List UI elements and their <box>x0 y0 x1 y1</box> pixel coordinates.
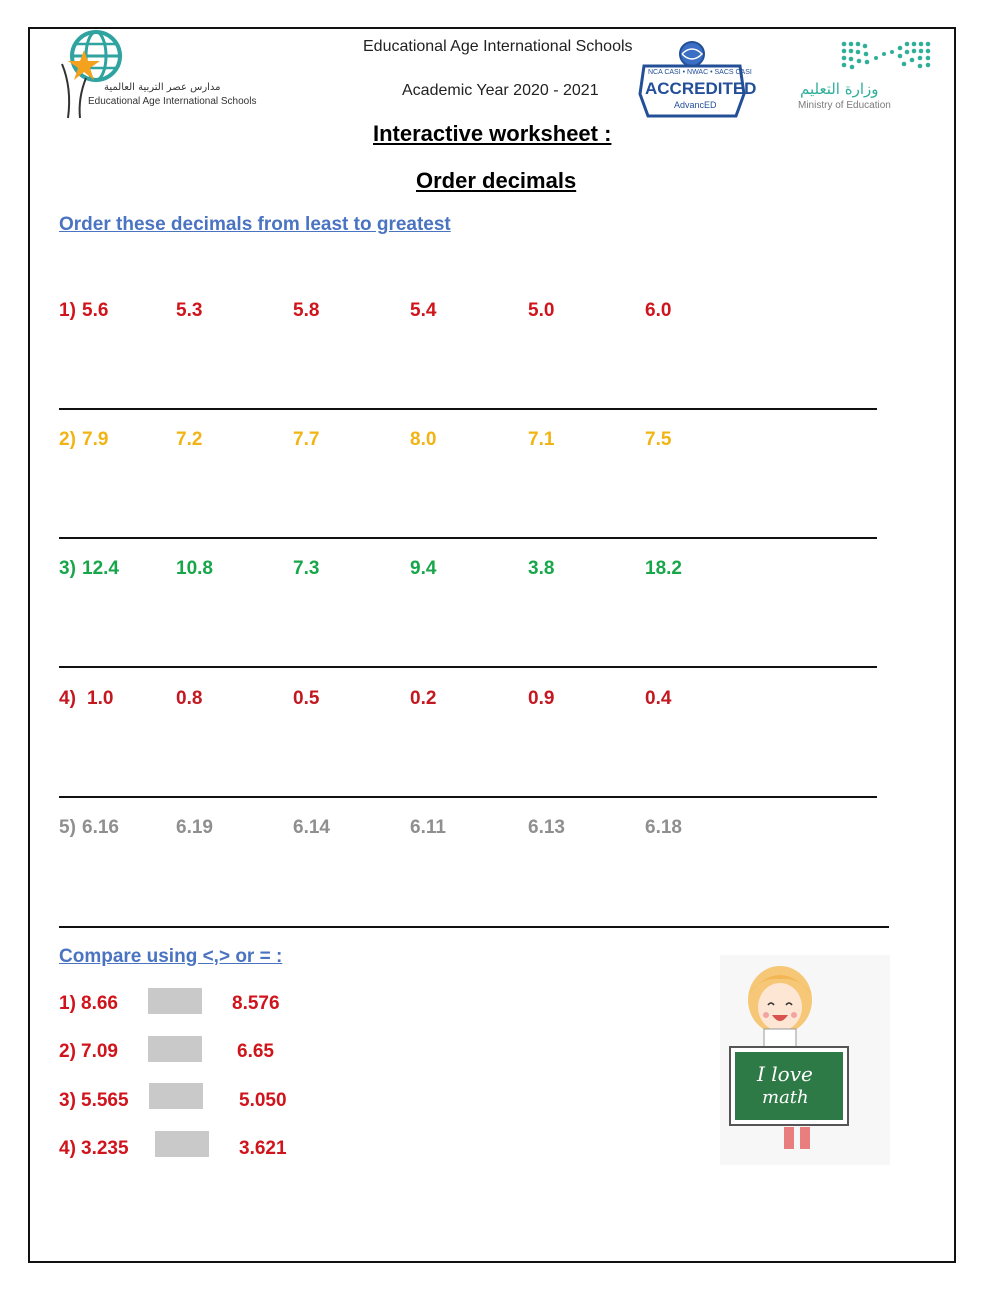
row-label: 3) <box>59 558 76 579</box>
worksheet-subtitle: Order decimals <box>416 168 577 193</box>
comparison-answer-box[interactable] <box>155 1131 209 1157</box>
compare-left-value: 5.565 <box>81 1090 129 1111</box>
comparison-answer-box[interactable] <box>149 1083 203 1109</box>
decimal-value: 10.8 <box>176 558 213 579</box>
decimal-value: 6.14 <box>293 817 330 838</box>
decimal-value: 12.4 <box>82 558 119 579</box>
answer-line[interactable] <box>59 666 877 668</box>
answer-line[interactable] <box>59 408 877 410</box>
decimal-value: 0.2 <box>410 688 437 709</box>
compare-right-value: 5.050 <box>239 1090 287 1111</box>
decimal-value: 0.9 <box>528 688 555 709</box>
girl-holding-sign-illustration <box>700 955 900 1165</box>
ministry-arabic-text: وزارة التعليم <box>800 80 879 98</box>
decimal-value: 6.19 <box>176 817 213 838</box>
row-label: 1) <box>59 300 76 321</box>
accredited-top-text: NCA CASI • NWAC • SACS CASI <box>648 69 752 76</box>
decimal-value: 6.13 <box>528 817 565 838</box>
academic-year: Academic Year 2020 - 2021 <box>402 82 599 99</box>
decimal-value: 3.8 <box>528 558 555 579</box>
compare-label: 1) <box>59 993 76 1014</box>
accredited-main-text: ACCREDITED <box>645 79 757 98</box>
compare-right-value: 3.621 <box>239 1138 287 1159</box>
answer-line[interactable] <box>59 537 877 539</box>
logo-arabic-text: مدارس عصر التربية العالمية <box>104 82 221 93</box>
accredited-sub-text: AdvancED <box>674 100 717 110</box>
decimal-value: 7.9 <box>82 429 109 450</box>
comparison-answer-box[interactable] <box>148 988 202 1014</box>
decimal-value: 7.7 <box>293 429 320 450</box>
school-name: Educational Age International Schools <box>363 38 633 55</box>
decimal-value: 6.11 <box>410 817 446 838</box>
compare-label: 3) <box>59 1090 76 1111</box>
compare-label: 4) <box>59 1138 76 1159</box>
compare-label: 2) <box>59 1041 76 1062</box>
decimal-value: 9.4 <box>410 558 437 579</box>
decimal-value: 5.3 <box>176 300 203 321</box>
ministry-english-text: Ministry of Education <box>798 100 891 111</box>
decimal-value: 6.16 <box>82 817 119 838</box>
school-logo <box>58 28 257 120</box>
decimal-value: 5.6 <box>82 300 109 321</box>
decimal-value: 7.1 <box>528 429 555 450</box>
decimal-value: 7.2 <box>176 429 203 450</box>
decimal-value: 5.0 <box>528 300 555 321</box>
decimal-value: 0.8 <box>176 688 203 709</box>
worksheet-title: Interactive worksheet : <box>373 121 612 146</box>
ministry-logo <box>796 40 936 120</box>
decimal-value: 5.8 <box>293 300 320 321</box>
board-text-line1: I love <box>757 1062 813 1086</box>
board-text-line2: math <box>762 1087 809 1108</box>
comparison-answer-box[interactable] <box>148 1036 202 1062</box>
decimal-value: 7.5 <box>645 429 672 450</box>
decimal-value: 6.0 <box>645 300 672 321</box>
logo-english-text: Educational Age International Schools <box>88 96 257 107</box>
row-label: 2) <box>59 429 76 450</box>
answer-line[interactable] <box>59 796 877 798</box>
compare-right-value: 6.65 <box>237 1041 274 1062</box>
compare-right-value: 8.576 <box>232 993 280 1014</box>
compare-left-value: 7.09 <box>81 1041 118 1062</box>
decimal-value: 0.4 <box>645 688 672 709</box>
order-instruction: Order these decimals from least to greatest <box>59 214 451 235</box>
decimal-value: 18.2 <box>645 558 682 579</box>
answer-line[interactable] <box>59 926 889 928</box>
compare-instruction: Compare using <,> or = : <box>59 946 283 967</box>
decimal-value: 1.0 <box>87 688 114 709</box>
decimal-value: 7.3 <box>293 558 320 579</box>
decimal-value: 8.0 <box>410 429 437 450</box>
row-label: 4) <box>59 688 76 709</box>
decimal-value: 6.18 <box>645 817 682 838</box>
decimal-value: 0.5 <box>293 688 320 709</box>
accredited-badge <box>636 40 757 124</box>
compare-left-value: 3.235 <box>81 1138 129 1159</box>
compare-left-value: 8.66 <box>81 993 118 1014</box>
decimal-value: 5.4 <box>410 300 437 321</box>
row-label: 5) <box>59 817 76 838</box>
